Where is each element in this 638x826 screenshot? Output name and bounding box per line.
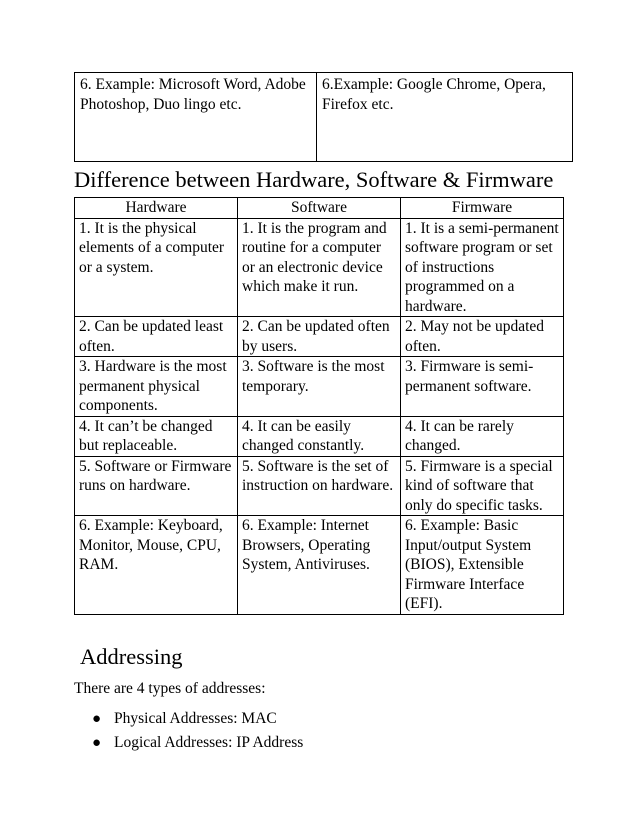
table-header-row — [75, 198, 564, 219]
table-cell: 4. It can be easily changed constantly. — [238, 416, 401, 456]
table-cell: 6. Example: Microsoft Word, Adobe Photoshop, Duo lingo etc. — [75, 73, 317, 162]
bullet-icon: ● — [92, 711, 102, 727]
table-row — [75, 456, 564, 516]
examples-table — [74, 72, 573, 162]
table-row — [75, 317, 564, 357]
column-header-software: Software — [238, 198, 401, 219]
table-row — [75, 73, 573, 162]
list-item — [92, 731, 303, 755]
table-cell: 4. It can’t be changed but replaceable. — [75, 416, 238, 456]
table-cell: 6. Example: Internet Browsers, Operating System, Antiviruses. — [238, 516, 401, 615]
table-cell: 6. Example: Keyboard, Monitor, Mouse, CPU, RAM. — [75, 516, 238, 615]
section-title: Difference between Hardware, Software & Firmware — [74, 167, 554, 192]
table-cell: 5. Software or Firmware runs on hardware. — [75, 456, 238, 516]
bullet-icon: ● — [92, 735, 102, 751]
table-row — [75, 218, 564, 317]
comparison-table — [74, 197, 564, 615]
list-item-text: Physical Addresses: MAC — [114, 710, 277, 727]
table-cell: 1. It is the physical elements of a computer or a system. — [75, 218, 238, 317]
addressing-intro: There are 4 types of addresses: — [74, 680, 266, 697]
column-header-firmware: Firmware — [401, 198, 564, 219]
table-cell: 1. It is a semi-permanent software program or set of instructions programmed on a hardware. — [401, 218, 564, 317]
table-cell: 6. Example: Basic Input/output System (BIOS), Extensible Firmware Interface (EFI). — [401, 516, 564, 615]
table-cell: 2. Can be updated least often. — [75, 317, 238, 357]
table-cell: 2. May not be updated often. — [401, 317, 564, 357]
list-item — [92, 707, 303, 731]
table-cell: 4. It can be rarely changed. — [401, 416, 564, 456]
table-cell: 3. Software is the most temporary. — [238, 357, 401, 417]
table-row — [75, 516, 564, 615]
table-cell: 1. It is the program and routine for a computer or an electronic device which make it run. — [238, 218, 401, 317]
table-cell: 5. Firmware is a special kind of software that only do specific tasks. — [401, 456, 564, 516]
table-cell: 3. Hardware is the most permanent physical components. — [75, 357, 238, 417]
list-item-text: Logical Addresses: IP Address — [114, 734, 304, 751]
table-row — [75, 357, 564, 417]
table-cell: 5. Software is the set of instruction on hardware. — [238, 456, 401, 516]
table-cell: 2. Can be updated often by users. — [238, 317, 401, 357]
addressing-heading: Addressing — [80, 644, 183, 669]
address-types-list — [92, 707, 303, 755]
table-row — [75, 416, 564, 456]
table-cell: 6.Example: Google Chrome, Opera, Firefox etc. — [317, 73, 573, 162]
table-cell: 3. Firmware is semi-permanent software. — [401, 357, 564, 417]
column-header-hardware: Hardware — [75, 198, 238, 219]
